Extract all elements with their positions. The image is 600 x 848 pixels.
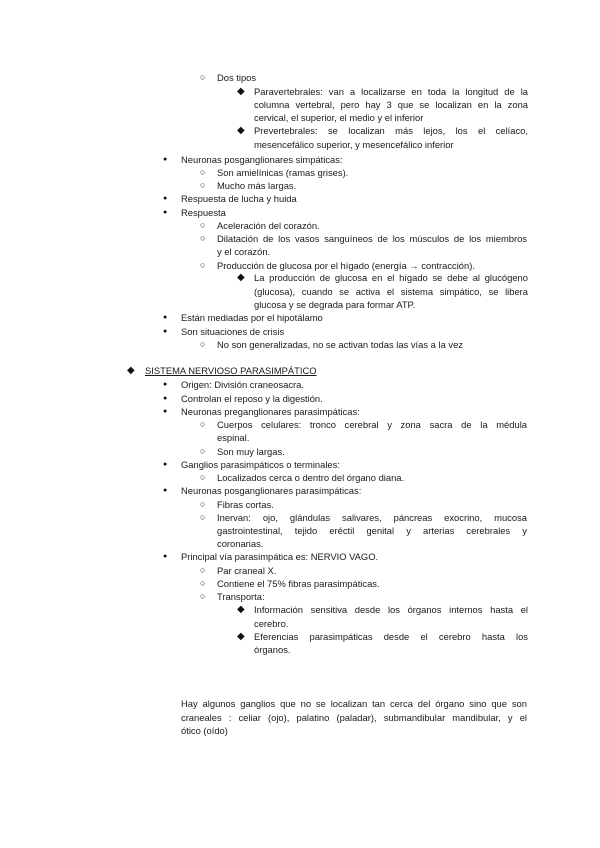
text-line: Respuesta de lucha y huida	[181, 193, 297, 204]
text-line: Par craneal X.	[217, 565, 277, 576]
text-line: glucosa y se degrada para formar ATP.	[254, 299, 416, 310]
text-line: No son generalizadas, no se activan todas las vías a la vez	[217, 339, 463, 350]
text-line: coronarias.	[217, 538, 264, 549]
dot-bullet: ●	[163, 195, 168, 202]
text-line: (glucosa), cuando se activa el sistema simpático, se libera	[254, 286, 528, 297]
text-line: Mucho más largas.	[217, 180, 297, 191]
text-line: Son muy largas.	[217, 446, 285, 457]
text-line: Información sensitiva desde los órganos internos hasta el	[254, 604, 528, 615]
circle-bullet: ○	[200, 512, 206, 522]
text-line: Hay algunos ganglios que no se localizan tan cerca del órgano sino que son	[181, 698, 527, 709]
text-line: Son amielínicas (ramas grises).	[217, 167, 349, 178]
circle-bullet: ○	[200, 472, 206, 482]
circle-bullet: ○	[200, 446, 206, 456]
circle-bullet: ○	[200, 233, 206, 243]
text-line: Dos tipos	[217, 72, 257, 83]
text-line: Localizados cerca o dentro del órgano diana.	[217, 472, 405, 483]
text-line: Respuesta	[181, 207, 226, 218]
text-line: espinal.	[217, 432, 250, 443]
circle-bullet: ○	[200, 591, 206, 601]
text-line: Neuronas preganglionares parasimpáticas:	[181, 406, 360, 417]
dot-bullet: ●	[163, 314, 168, 321]
diamond-bullet: ◆	[237, 272, 245, 283]
text-line: Controlan el reposo y la digestión.	[181, 393, 323, 404]
dot-bullet: ●	[163, 156, 168, 163]
dot-bullet: ●	[163, 487, 168, 494]
text-line: Paravertebrales: van a localizarse en toda la longitud de la	[254, 86, 528, 97]
circle-bullet: ○	[200, 339, 206, 349]
dot-bullet: ●	[163, 209, 168, 216]
text-line: órganos.	[254, 644, 291, 655]
text-line: columna vertebral, pero hay 3 que se localizan en la zona	[254, 99, 528, 110]
text-line: Prevertebrales: se localizan más lejos, los el celíaco,	[254, 125, 528, 136]
text-line: Dilatación de los vasos sanguíneos de los músculos de los miembros	[217, 233, 527, 244]
circle-bullet: ○	[200, 180, 206, 190]
text-line: cerebro.	[254, 618, 289, 629]
text-line: Eferencias parasimpáticas desde el cerebro hasta los	[254, 631, 528, 642]
text-line: Principal vía parasimpática es: NERVIO VAGO.	[181, 551, 379, 562]
circle-bullet: ○	[200, 499, 206, 509]
dot-bullet: ●	[163, 461, 168, 468]
text-line: Contiene el 75% fibras parasimpáticas.	[217, 578, 380, 589]
circle-bullet: ○	[200, 419, 206, 429]
circle-bullet: ○	[200, 578, 206, 588]
text-line: Neuronas posganglionares simpáticas:	[181, 154, 343, 165]
circle-bullet: ○	[200, 167, 206, 177]
circle-bullet: ○	[200, 260, 206, 270]
dot-bullet: ●	[163, 553, 168, 560]
diamond-bullet: ◆	[237, 604, 245, 615]
text-line: mesencefálico superior, y mesencefálico inferior	[254, 139, 454, 150]
diamond-bullet: ◆	[237, 631, 245, 642]
section-heading: SISTEMA NERVIOSO PARASIMPÁTICO	[145, 365, 317, 376]
text-line: gastrointestinal, tejido eréctil genital y arterias cerebrales y	[217, 525, 527, 536]
text-line: Aceleración del corazón.	[217, 220, 320, 231]
text-line: La producción de glucosa en el hígado se debe al glucógeno	[254, 272, 528, 283]
dot-bullet: ●	[163, 408, 168, 415]
diamond-bullet: ◆	[237, 86, 245, 97]
circle-bullet: ○	[200, 565, 206, 575]
diamond-bullet: ◆	[127, 365, 135, 376]
text-line: Ganglios parasimpáticos o terminales:	[181, 459, 340, 470]
text-line: Inervan: ojo, glándulas salivares, páncreas exocrino, mucosa	[217, 512, 527, 523]
dot-bullet: ●	[163, 381, 168, 388]
text-line: Transporta:	[217, 591, 265, 602]
text-line: cervical, el superior, el medio y el inferior	[254, 112, 424, 123]
diamond-bullet: ◆	[237, 125, 245, 136]
text-line: Neuronas posganglionares parasimpáticas:	[181, 485, 362, 496]
text-line: ótico (oído)	[181, 725, 228, 736]
dot-bullet: ●	[163, 328, 168, 335]
text-line: Producción de glucosa por el hígado (energía → contracción).	[217, 260, 475, 271]
text-line: Cuerpos celulares: tronco cerebral y zona sacra de la médula	[217, 419, 527, 430]
text-line: Fibras cortas.	[217, 499, 274, 510]
text-line: Son situaciones de crisis	[181, 326, 285, 337]
dot-bullet: ●	[163, 395, 168, 402]
text-line: y el corazón.	[217, 246, 271, 257]
circle-bullet: ○	[200, 220, 206, 230]
text-line: craneales : celiar (ojo), palatino (paladar), submandibular mandibular, y el	[181, 712, 527, 723]
text-line: Están mediadas por el hipotálamo	[181, 312, 323, 323]
text-line: Origen: División craneosacra.	[181, 379, 304, 390]
circle-bullet: ○	[200, 72, 206, 82]
